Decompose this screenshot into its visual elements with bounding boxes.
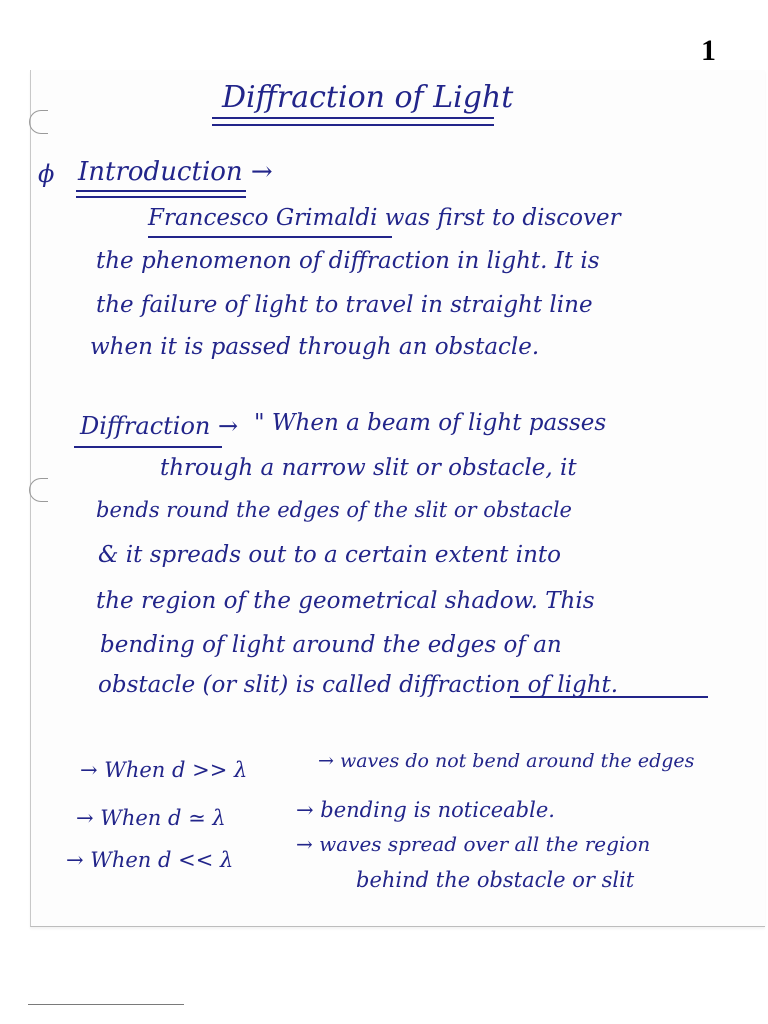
diffraction-line: & it spreads out to a certain extent into [98,542,561,568]
heading-underline [74,446,222,448]
page-number: 1 [701,34,716,67]
binder-hole [29,478,48,502]
page-title: Diffraction of Light [222,80,514,115]
diffraction-line: the region of the geometrical shadow. This [96,588,595,614]
diffraction-line: " When a beam of light passes [254,410,607,436]
diffraction-line: obstacle (or slit) is called diffraction of light. [98,672,619,698]
heading-underline [76,190,246,192]
bullet-icon: ϕ [38,160,55,188]
title-underline [212,124,494,126]
intro-line: the failure of light to travel in straight line [96,292,593,318]
condition-result: → bending is noticeable. [296,798,555,822]
term-underline [510,696,708,698]
binder-hole [29,110,48,134]
condition-case: → When d >> λ [80,758,248,782]
name-underline [148,236,392,238]
footer-rule [28,1004,184,1005]
condition-case: → When d << λ [66,848,234,872]
condition-result: → waves do not bend around the edges [318,750,695,772]
intro-line: Francesco Grimaldi was first to discover [148,205,621,231]
intro-line: the phenomenon of diffraction in light. It is [96,248,600,274]
intro-line: when it is passed through an obstacle. [90,334,540,360]
condition-continuation: behind the obstacle or slit [356,868,635,892]
title-underline [212,117,494,119]
diffraction-line: bending of light around the edges of an [100,632,562,658]
condition-case: → When d ≃ λ [76,806,226,830]
intro-heading: Introduction → [78,157,273,187]
diffraction-line: bends round the edges of the slit or obstacle [96,498,572,522]
diffraction-heading: Diffraction → [80,412,239,440]
heading-underline [76,196,246,198]
diffraction-line: through a narrow slit or obstacle, it [160,455,577,481]
condition-result: → waves spread over all the region [296,832,651,856]
